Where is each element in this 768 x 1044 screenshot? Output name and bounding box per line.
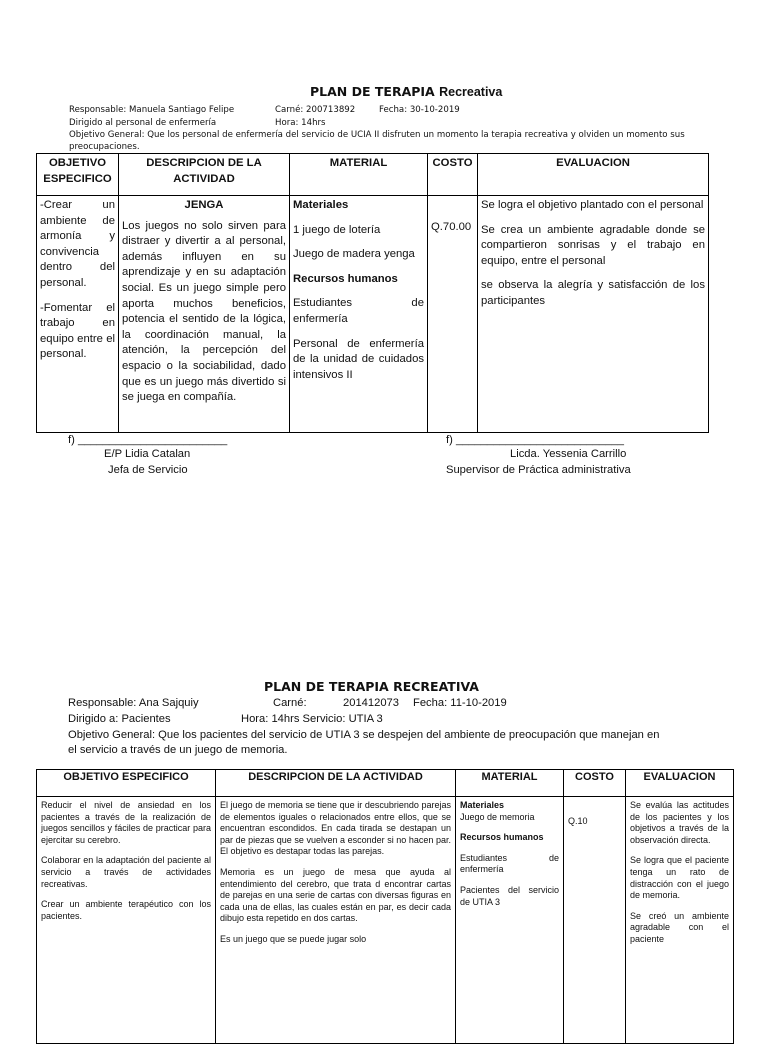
plan2-carne-label: Carné:	[273, 697, 307, 709]
plan1-firma-right-role: Supervisor de Práctica administrativa	[446, 464, 631, 476]
plan2-evaluacion-item: Se creó un ambiente agradable con el paciente	[630, 910, 729, 944]
plan2-recurso-item: Pacientes del servicio de UTIA 3	[460, 884, 559, 907]
plan2-dirigido: Dirigido a: Pacientes	[68, 713, 171, 725]
plan1-header-objetivo: OBJETIVO ESPECIFICO	[37, 154, 119, 196]
plan2-header-evaluacion: EVALUACION	[626, 770, 734, 797]
plan1-header-costo: COSTO	[428, 154, 478, 196]
plan1-actividad-title: JENGA	[184, 199, 224, 211]
plan1-fecha: Fecha: 30-10-2019	[379, 105, 460, 115]
plan1-hora: Hora: 14hrs	[275, 118, 326, 128]
plan2-material-cell	[456, 797, 564, 1044]
plan1-objetivo-item: -Crear un ambiente de armonía y convivencia dentro del personal.	[40, 199, 115, 289]
plan2-objetivos-cell	[37, 797, 216, 1044]
plan1-evaluacion-cell	[478, 196, 709, 433]
plan1-recurso-item: Personal de enfermería de la unidad de cuidados intensivos II	[293, 337, 424, 381]
plan1-title-rest: Recreativa	[439, 85, 503, 99]
plan1-dirigido: Dirigido al personal de enfermería	[69, 118, 217, 128]
plan1-recursos-label: Recursos humanos	[293, 272, 398, 285]
plan1-material-item: 1 juego de lotería	[293, 223, 381, 236]
plan1-header-row	[37, 154, 709, 196]
plan2-actividad-cell	[216, 797, 456, 1044]
plan1-firma-left-role: Jefa de Servicio	[108, 464, 188, 476]
plan2-actividad-item: El juego de memoria se tiene que ir descubriendo parejas de elementos iguales o relacionados entre ellos, que se encuentran escondidos. En cada tirada se destapan un par de piezas que se vuelven a esconder si no hacen par. El objetivo es destapar todas las parejas.	[220, 800, 451, 857]
plan2-fecha: Fecha: 11-10-2019	[413, 697, 507, 709]
plan2-responsable: Responsable: Ana Sajquiy	[68, 697, 199, 709]
plan1-firma-right-line: f) ___________________________	[446, 434, 624, 446]
plan1-evaluacion-item: Se logra el objetivo plantado con el personal	[481, 199, 704, 211]
plan1-objetivo-general: Objetivo General: Que los personal de enfermería del servicio de UCIA II disfruten un momento la terapia recreativa y olviden un momento sus	[69, 130, 685, 140]
plan1-material-cell	[290, 196, 428, 433]
plan2-material-item: Juego de memoria	[460, 811, 535, 822]
plan2-objetivo-item: Colaborar en la adaptación del paciente al servicio a través de actividades recreativas.	[41, 855, 211, 889]
plan1-firma-left-line: f) ________________________	[68, 434, 228, 446]
plan2-objetivo-item: Reducir el nivel de ansiedad en los pacientes a través de la realización de juegos sencillos y fáciles de practicar para ejercitar su cerebro.	[41, 800, 211, 845]
plan1-recurso-item: Estudiantes de enfermería	[293, 297, 424, 325]
plan2-evaluacion-item: Se evalúa las actitudes de los pacientes y los objetivos a través de la observación directa.	[630, 800, 729, 845]
plan1-actividad-cell	[119, 196, 290, 433]
plan2-actividad-item: Memoria es un juego de mesa que ayuda al entendimiento del cerebro, que trata d encontrar cartas de parejas en una serie de cartas con diversas figuras en cada una de ellas, las cuales están en par, es decir cada dibujo esta repetido en dos cartas.	[220, 866, 451, 924]
plan2-costo-value: Q.10	[568, 816, 588, 826]
plan1-header-material: MATERIAL	[290, 154, 428, 196]
plan2-header-row	[37, 770, 734, 797]
plan1-objetivo-item: -Fomentar el trabajo en equipo entre el personal.	[40, 301, 115, 361]
plan1-evaluacion-item: Se crea un ambiente agradable donde se compartieron sonrisas y el trabajo en equipo, entre el personal	[481, 223, 705, 267]
plan2-actividad-item: Es un juego que se puede jugar solo	[220, 933, 367, 944]
plan2-costo-cell	[564, 797, 626, 1044]
plan1-objetivo-general-cont: preocupaciones.	[69, 142, 140, 152]
plan1-actividad-text: Los juegos no solo sirven para distraer y divertir a al personal, además influyen en su aprendizaje y en su adaptación social. Es un juego simple pero aporta muchos beneficios, potencia el sentido de la lógica, la coordinación manual, la atención, la percepción del espacio o la sociabilidad, dado que es un juego más divertido si se juega en compañía.	[122, 219, 286, 404]
plan2-table	[36, 769, 734, 1044]
plan2-materiales-label: Materiales	[460, 800, 505, 810]
plan2-header-objetivo: OBJETIVO ESPECIFICO	[37, 770, 216, 797]
plan2-objetivo-item: Crear un ambiente terapéutico con los pacientes.	[41, 899, 211, 921]
plan2-title: PLAN DE TERAPIA RECREATIVA	[264, 679, 479, 694]
plan1-firma-left-name: E/P Lidia Catalan	[104, 448, 191, 460]
plan1-table	[36, 153, 709, 433]
plan1-costo-cell	[428, 196, 478, 433]
plan2-evaluacion-cell	[626, 797, 734, 1044]
plan1-firma-right-name: Licda. Yessenia Carrillo	[510, 448, 627, 460]
plan1-objetivos-cell	[37, 196, 119, 433]
plan2-header-descripcion: DESCRIPCION DE LA ACTIVIDAD	[216, 770, 456, 797]
plan2-objetivo-general-cont: el servicio a través de un juego de memoria.	[68, 744, 288, 756]
plan1-material-item: Juego de madera yenga	[293, 248, 415, 261]
plan1-title	[310, 84, 502, 99]
plan2-recursos-label: Recursos humanos	[460, 832, 544, 843]
plan1-carne: Carné: 200713892	[275, 105, 356, 115]
plan1-header-evaluacion: EVALUACION	[478, 154, 709, 196]
plan1-evaluacion-item: se observa la alegría y satisfacción de los participantes	[481, 279, 705, 307]
plan1-costo-value: Q.70.00	[431, 221, 472, 233]
plan1-content-row	[37, 196, 709, 433]
plan2-hora-servicio: Hora: 14hrs Servicio: UTIA 3	[241, 713, 383, 725]
plan2-header-material: MATERIAL	[456, 770, 564, 797]
plan1-title-bold: PLAN DE TERAPIA	[310, 84, 435, 99]
plan2-header-costo: COSTO	[564, 770, 626, 797]
plan2-objetivo-general: Objetivo General: Que los pacientes del servicio de UTIA 3 se despejen del ambiente de preocupación que manejan en	[68, 729, 660, 741]
plan1-materiales-label: Materiales	[293, 199, 349, 211]
plan2-evaluacion-item: Se logra que el paciente tenga un rato de distracción con el juego de memoria.	[630, 855, 729, 901]
plan1-responsable: Responsable: Manuela Santiago Felipe	[69, 105, 235, 115]
plan2-content-row	[37, 797, 734, 1044]
plan2-recurso-item: Estudiantes de enfermería	[460, 852, 559, 875]
plan1-header-descripcion: DESCRIPCION DE LA ACTIVIDAD	[119, 154, 290, 196]
plan2-carne-value: 201412073	[343, 697, 399, 709]
